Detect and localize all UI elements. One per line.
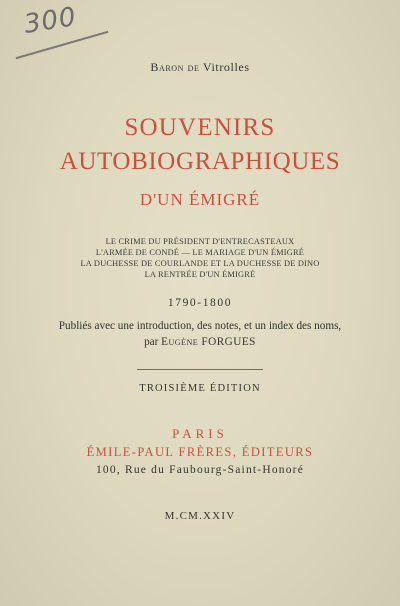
subtitle-line: LA DUCHESSE DE COURLANDE ET LA DUCHESSE DE DINO <box>80 259 320 268</box>
title-line-1: SOUVENIRS <box>124 114 276 141</box>
publication-line: Publiés avec une introduction, des notes, et un index des noms, <box>58 320 342 332</box>
author-name: Vitrolles <box>202 60 250 74</box>
imprint-publisher: ÉMILE-PAUL FRÈRES, ÉDITEURS <box>86 445 314 459</box>
author-title: Baron de <box>150 60 200 74</box>
subtitle-line: LA RENTRÉE D'UN ÉMIGRÉ <box>144 270 256 279</box>
publication-year: M.CM.XXIV <box>164 510 236 522</box>
handwritten-price: 300 <box>21 2 79 40</box>
imprint-city: PARIS <box>172 426 228 441</box>
edition-text: TROISIÈME ÉDITION <box>139 383 261 394</box>
divider-rule <box>137 369 263 370</box>
editor-name <box>161 336 256 348</box>
subtitle-block <box>0 236 400 280</box>
editor-prefix: par <box>144 336 159 348</box>
subtitle-line: L'ARMÉE DE CONDÉ — LE MARIAGE D'UN ÉMIGRÉ <box>95 248 305 257</box>
editor-first-name: Eugène <box>161 336 199 348</box>
edition-label <box>0 383 400 394</box>
editor-last-name: FORGUES <box>201 336 256 348</box>
imprint-address: 100, Rue du Faubourg-Saint-Honoré <box>95 464 305 476</box>
author-line <box>0 60 400 75</box>
publication-note <box>0 318 400 350</box>
date-range: 1790-1800 <box>167 297 233 309</box>
subtitle-line: LE CRIME DU PRÉSIDENT D'ENTRECASTEAUX <box>105 237 295 246</box>
title-line-3: D'UN ÉMIGRÉ <box>139 190 261 209</box>
title-line-2: AUTOBIOGRAPHIQUES <box>59 148 341 175</box>
editor-line <box>0 334 400 350</box>
